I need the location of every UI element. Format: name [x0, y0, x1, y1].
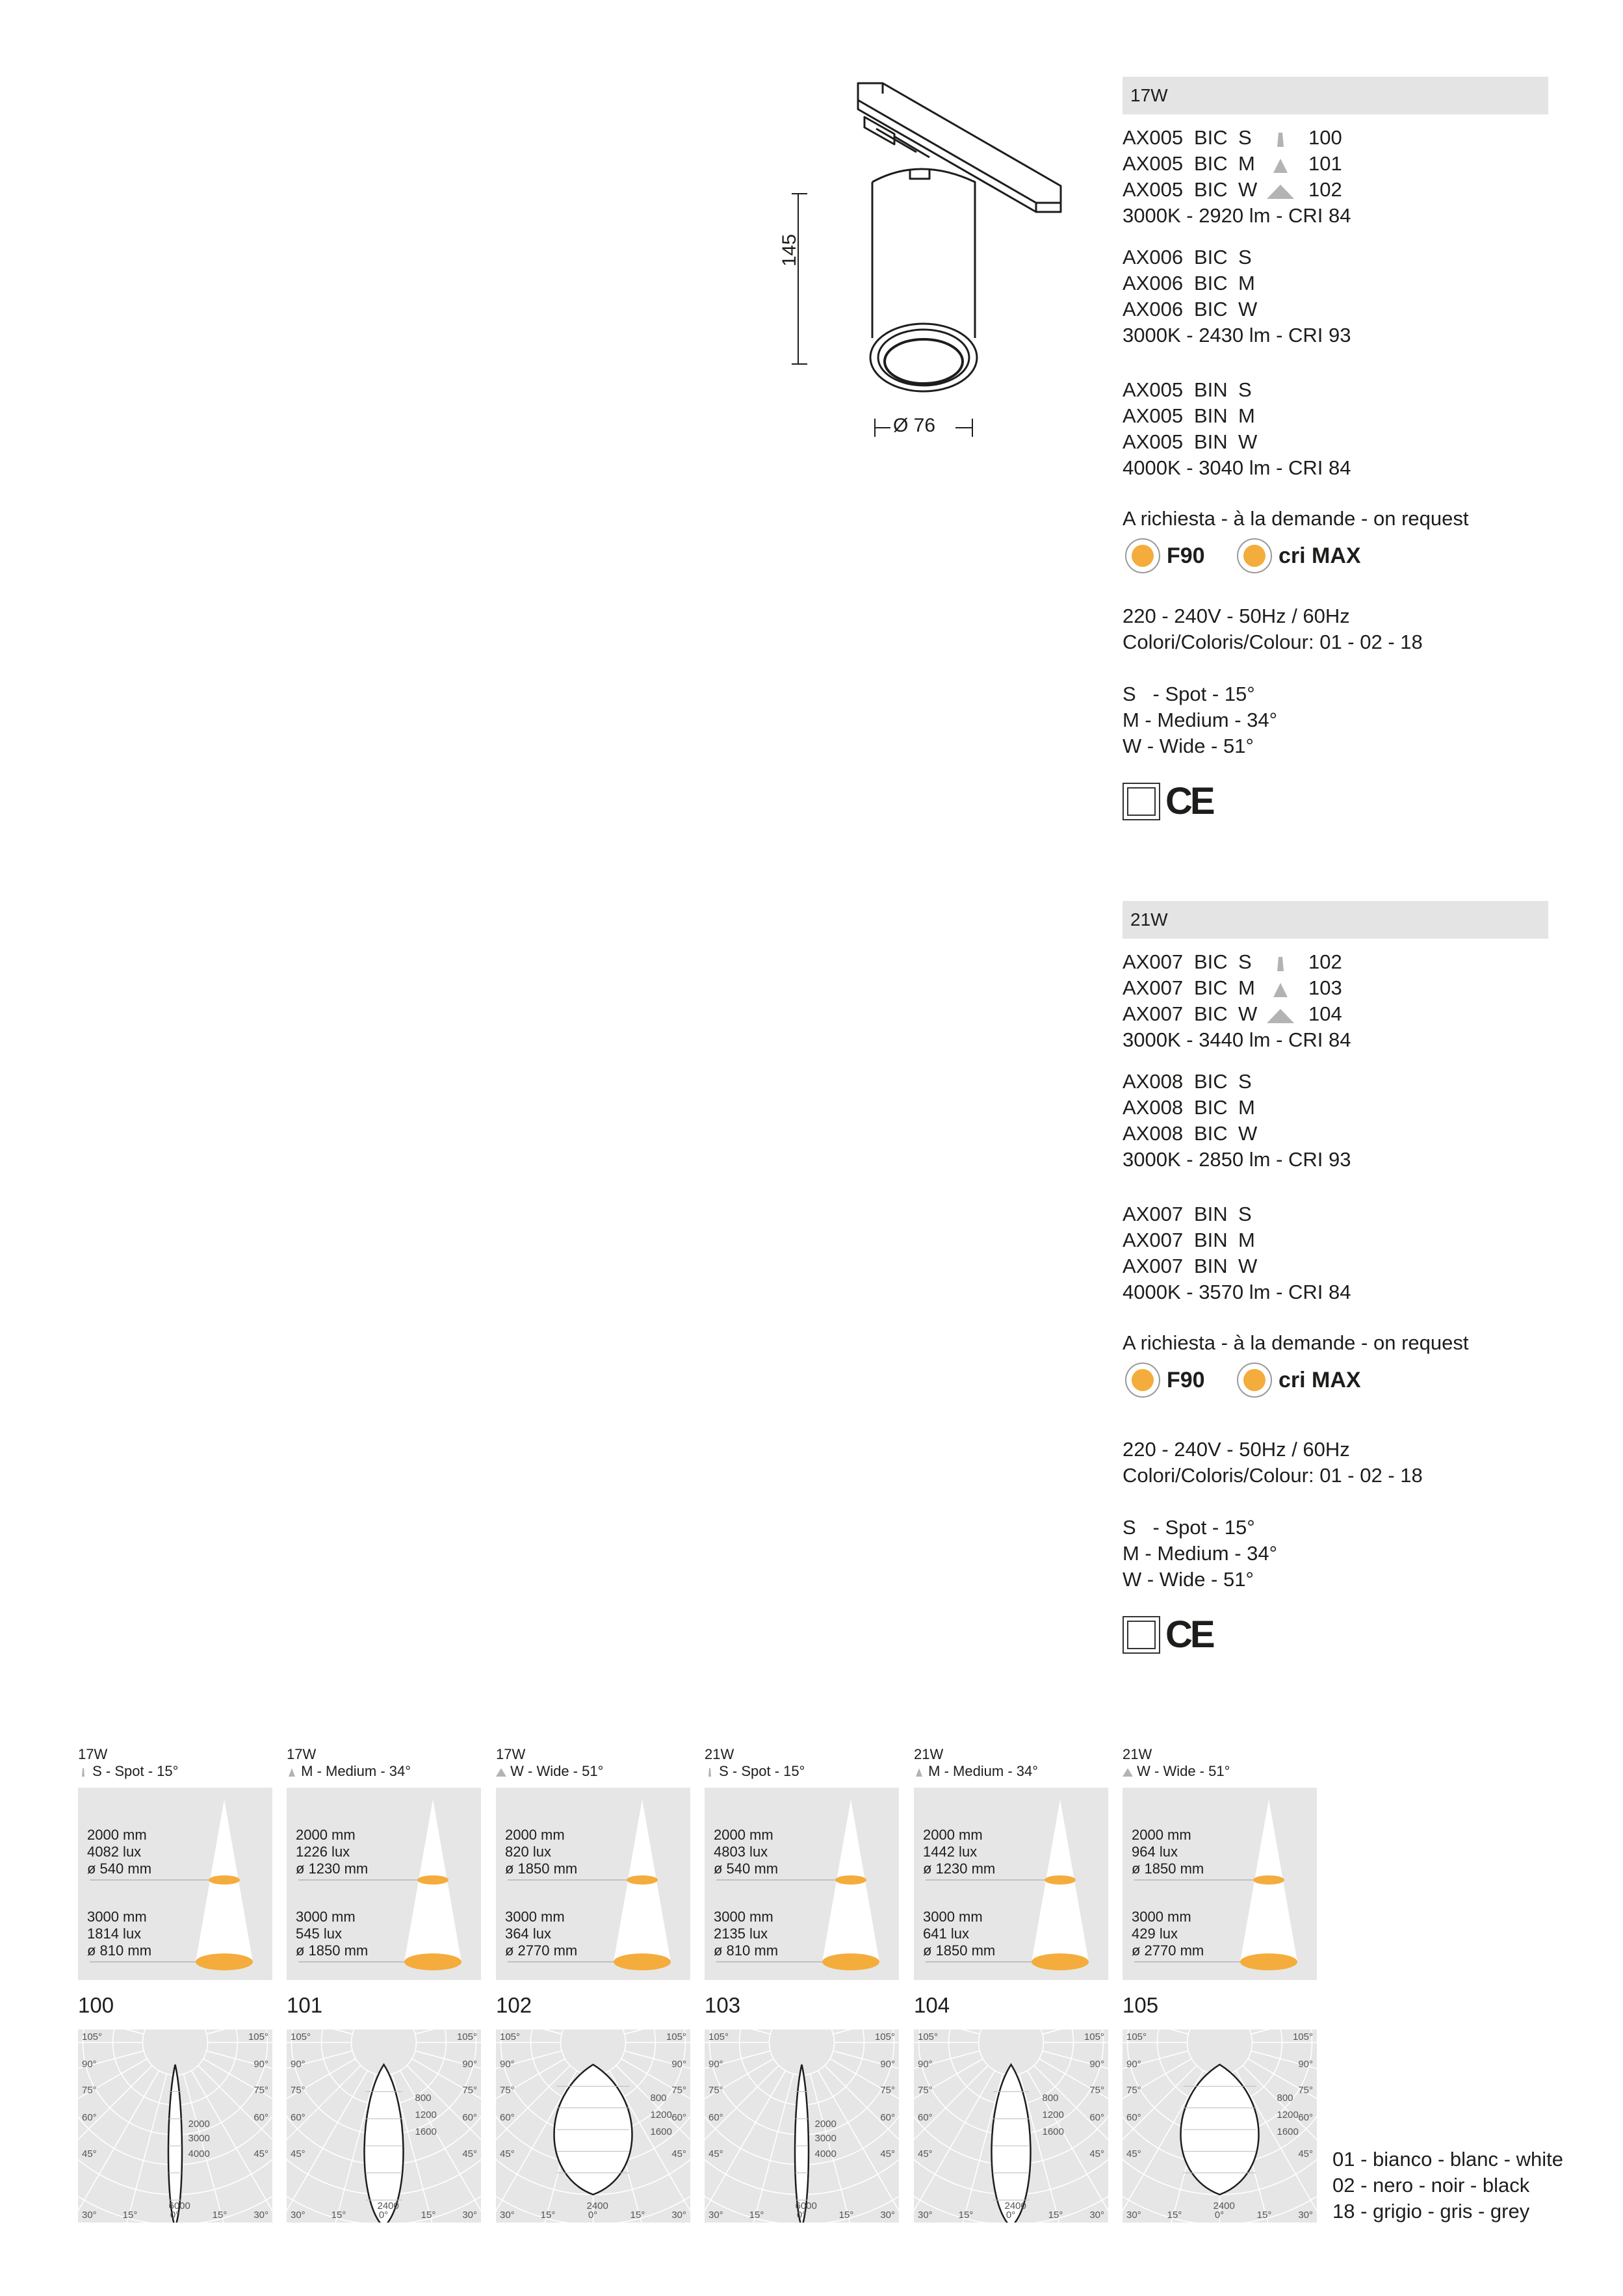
- panel-beam: W - Wide - 51°: [1123, 1763, 1317, 1780]
- code-row: AX005 BIC W 102: [1123, 178, 1342, 201]
- polar-angle-label: 30°: [253, 2210, 268, 2221]
- polar-angle-label: 90°: [1089, 2059, 1104, 2070]
- polar-angle-label: 15°: [1048, 2210, 1063, 2221]
- code-row: AX006 BIC W: [1123, 298, 1258, 320]
- polar-ring-value: 800: [1042, 2093, 1059, 2104]
- polar-angle-label: 90°: [500, 2059, 515, 2070]
- polar-angle-label: 75°: [462, 2085, 477, 2096]
- polar-angle-label: 75°: [880, 2085, 895, 2096]
- polar-ring-value: 1600: [1042, 2126, 1064, 2137]
- voltage-label: 220 - 240V - 50Hz / 60Hz: [1123, 605, 1350, 627]
- polar-diagram: [78, 2029, 272, 2223]
- panel-power: 17W: [496, 1746, 526, 1762]
- polar-angle-label: 45°: [82, 2148, 97, 2159]
- polar-angle-label: 105°: [82, 2031, 103, 2042]
- spec-line: 3000K - 2920 lm - CRI 84: [1123, 204, 1351, 227]
- polar-angle-label: 105°: [500, 2031, 521, 2042]
- polar-angle-label: 60°: [462, 2112, 477, 2123]
- polar-angle-label: 15°: [1256, 2210, 1272, 2221]
- panel-power: 21W: [705, 1746, 734, 1762]
- led-dot-icon: [1237, 1363, 1272, 1398]
- f90-badge: F90: [1125, 1363, 1205, 1398]
- polar-angle-label: 105°: [1292, 2031, 1313, 2042]
- polar-angle-label: 30°: [880, 2210, 895, 2221]
- beam-cone-box: [705, 1788, 899, 1980]
- colour-legend-item: 18 - grigio - gris - grey: [1332, 2200, 1530, 2223]
- photometric-value: 2000 mm: [505, 1827, 565, 1843]
- polar-angle-label: 60°: [671, 2112, 686, 2123]
- beam-triangle-spot-icon: [1264, 953, 1297, 974]
- polar-ring-value: 3000: [814, 2133, 837, 2144]
- led-dot-icon: [1125, 538, 1160, 573]
- photometric-value: 4082 lux: [87, 1844, 142, 1860]
- spec-line: 3000K - 2430 lm - CRI 93: [1123, 324, 1351, 346]
- polar-angle-label: 30°: [1298, 2210, 1313, 2221]
- photometry-ref: 103: [705, 1993, 741, 2017]
- code-row: AX006 BIC S: [1123, 246, 1252, 268]
- polar-ring-value: 3000: [188, 2133, 210, 2144]
- panel-power: 21W: [914, 1746, 944, 1762]
- polar-angle-label: 75°: [918, 2085, 933, 2096]
- polar-angle-label: 30°: [1126, 2210, 1141, 2221]
- polar-angle-label: 45°: [291, 2148, 305, 2159]
- power-header: 17W: [1123, 77, 1548, 114]
- photometry-ref: 101: [287, 1993, 323, 2017]
- polar-diagram: [287, 2029, 481, 2223]
- polar-angle-label: 90°: [671, 2059, 686, 2070]
- polar-angle-label: 15°: [540, 2210, 556, 2221]
- polar-ring-value: 4000: [188, 2148, 210, 2159]
- polar-angle-label: 60°: [918, 2112, 933, 2123]
- polar-angle-label: 90°: [880, 2059, 895, 2070]
- panel-power: 21W: [1123, 1746, 1152, 1762]
- photometric-value: 2000 mm: [1132, 1827, 1191, 1843]
- light-spot: [627, 1875, 658, 1885]
- polar-ring-value: 4000: [814, 2148, 837, 2159]
- polar-angle-label: 90°: [708, 2059, 723, 2070]
- beam-triangle-icon: [1123, 1767, 1133, 1777]
- panel-power: 17W: [287, 1746, 317, 1762]
- light-spot: [1240, 1953, 1297, 1970]
- polar-angle-label: 75°: [253, 2085, 268, 2096]
- light-spot: [404, 1953, 461, 1970]
- polar-angle-label: 60°: [1126, 2112, 1141, 2123]
- code-row: AX005 BIN S: [1123, 378, 1252, 401]
- cri-max-badge: cri MAX: [1237, 1363, 1361, 1398]
- polar-ring-value: 1200: [1042, 2109, 1064, 2120]
- beam-panel-100: [78, 1746, 272, 2221]
- photometric-value: 3000 mm: [87, 1909, 147, 1925]
- beam-panel-102: [496, 1746, 690, 2221]
- photometry-ref: 102: [496, 1993, 532, 2017]
- photometric-value: 429 lux: [1132, 1925, 1178, 1942]
- polar-angle-label: 15°: [749, 2210, 764, 2221]
- polar-angle-label: 0°: [588, 2210, 598, 2221]
- polar-ring-value: 1200: [415, 2109, 437, 2120]
- polar-angle-label: 30°: [291, 2210, 305, 2221]
- panel-beam: M - Medium - 34°: [914, 1763, 1108, 1780]
- code-row: AX005 BIC M 101: [1123, 152, 1342, 175]
- polar-angle-label: 75°: [291, 2085, 305, 2096]
- polar-angle-label: 0°: [796, 2210, 807, 2221]
- photometric-value: 2000 mm: [296, 1827, 356, 1843]
- beam-panel-104: [914, 1746, 1108, 2221]
- code-row: AX005 BIN M: [1123, 404, 1255, 427]
- photometric-value: 2135 lux: [714, 1925, 768, 1942]
- beam-legend: W - Wide - 51°: [1123, 735, 1254, 757]
- beam-cone-box: [78, 1788, 272, 1980]
- beam-legend: M - Medium - 34°: [1123, 709, 1278, 731]
- polar-ring-value: 2400: [586, 2200, 608, 2211]
- polar-ring-value: 2400: [1213, 2200, 1235, 2211]
- polar-angle-label: 45°: [1298, 2148, 1313, 2159]
- double-insulation-icon: [1123, 783, 1160, 820]
- polar-angle-label: 60°: [708, 2112, 723, 2123]
- polar-angle-label: 105°: [874, 2031, 895, 2042]
- code-row: AX007 BIC S 102: [1123, 950, 1342, 973]
- height-dimension-label: 145: [779, 233, 800, 267]
- photometric-value: 3000 mm: [296, 1909, 356, 1925]
- photometric-value: ø 1850 mm: [1132, 1860, 1204, 1877]
- polar-ring-value: 800: [650, 2093, 667, 2104]
- code-row: AX008 BIC W: [1123, 1122, 1258, 1145]
- polar-ring-value: 1600: [1277, 2126, 1299, 2137]
- code-row: AX008 BIC M: [1123, 1096, 1255, 1119]
- polar-angle-label: 45°: [1126, 2148, 1141, 2159]
- polar-angle-label: 15°: [212, 2210, 227, 2221]
- beam-triangle-medium-icon: [1264, 979, 1297, 1000]
- polar-ring-value: 800: [1277, 2093, 1293, 2104]
- photometric-value: 1226 lux: [296, 1844, 350, 1860]
- polar-angle-label: 105°: [1126, 2031, 1147, 2042]
- polar-angle-label: 45°: [253, 2148, 268, 2159]
- photometric-value: ø 2770 mm: [505, 1942, 578, 1959]
- polar-angle-label: 0°: [1006, 2210, 1016, 2221]
- power-header: 21W: [1123, 901, 1548, 939]
- beam-panel-105: [1123, 1746, 1317, 2221]
- beam-cone-box: [496, 1788, 690, 1980]
- polar-angle-label: 75°: [1126, 2085, 1141, 2096]
- light-spot: [1253, 1875, 1284, 1885]
- polar-angle-label: 0°: [170, 2210, 180, 2221]
- polar-angle-label: 60°: [500, 2112, 515, 2123]
- polar-angle-label: 60°: [1298, 2112, 1313, 2123]
- photometric-value: 1442 lux: [923, 1844, 978, 1860]
- light-spot: [1045, 1875, 1076, 1885]
- photometric-value: ø 2770 mm: [1132, 1942, 1204, 1959]
- panel-beam: M - Medium - 34°: [287, 1763, 481, 1780]
- photometric-value: ø 1230 mm: [923, 1860, 996, 1877]
- on-request-label: A richiesta - à la demande - on request: [1123, 507, 1469, 530]
- spec-line: 4000K - 3040 lm - CRI 84: [1123, 456, 1351, 479]
- beam-triangle-icon: [78, 1767, 88, 1777]
- product-drawing: [780, 72, 1079, 449]
- photometry-ref: 105: [1123, 1993, 1159, 2017]
- code-row: AX007 BIN M: [1123, 1229, 1255, 1251]
- polar-ring-value: 1600: [650, 2126, 672, 2137]
- photometric-value: ø 540 mm: [87, 1860, 152, 1877]
- beam-panel-103: [705, 1746, 899, 2221]
- polar-ring-value: 2400: [1004, 2200, 1026, 2211]
- beam-panel-101: [287, 1746, 481, 2221]
- polar-ring-value: 1600: [415, 2126, 437, 2137]
- double-insulation-icon: [1123, 1616, 1160, 1654]
- photometric-value: 641 lux: [923, 1925, 969, 1942]
- code-row: AX006 BIC M: [1123, 272, 1255, 294]
- polar-ring-value: 800: [415, 2093, 432, 2104]
- beam-triangle-icon: [287, 1767, 297, 1777]
- polar-angle-label: 30°: [462, 2210, 477, 2221]
- ce-mark: CE: [1165, 780, 1213, 822]
- photometric-value: ø 1230 mm: [296, 1860, 369, 1877]
- photometric-value: 2000 mm: [923, 1827, 983, 1843]
- photometric-value: ø 1850 mm: [296, 1942, 369, 1959]
- beam-triangle-icon: [914, 1767, 924, 1777]
- polar-ring-value: 2400: [377, 2200, 399, 2211]
- polar-angle-label: 75°: [82, 2085, 97, 2096]
- polar-angle-label: 60°: [291, 2112, 305, 2123]
- on-request-label: A richiesta - à la demande - on request: [1123, 1331, 1469, 1354]
- polar-angle-label: 15°: [1167, 2210, 1182, 2221]
- beam-legend: W - Wide - 51°: [1123, 1568, 1254, 1591]
- photometric-value: ø 810 mm: [87, 1942, 152, 1959]
- light-spot: [1032, 1953, 1089, 1970]
- polar-angle-label: 60°: [253, 2112, 268, 2123]
- polar-angle-label: 15°: [630, 2210, 645, 2221]
- polar-angle-label: 105°: [248, 2031, 268, 2042]
- polar-angle-label: 45°: [500, 2148, 515, 2159]
- photometric-value: ø 540 mm: [714, 1860, 779, 1877]
- colour-legend-item: 02 - nero - noir - black: [1332, 2174, 1530, 2197]
- photometric-value: 1814 lux: [87, 1925, 142, 1942]
- led-dot-icon: [1237, 538, 1272, 573]
- polar-angle-label: 90°: [1126, 2059, 1141, 2070]
- beam-legend: S - Spot - 15°: [1123, 683, 1255, 705]
- photometry-ref: 104: [914, 1993, 950, 2017]
- polar-angle-label: 105°: [708, 2031, 729, 2042]
- polar-angle-label: 0°: [1214, 2210, 1225, 2221]
- panel-power: 17W: [78, 1746, 108, 1762]
- polar-angle-label: 75°: [500, 2085, 515, 2096]
- polar-angle-label: 30°: [708, 2210, 723, 2221]
- polar-diagram: [1123, 2029, 1317, 2223]
- polar-angle-label: 45°: [918, 2148, 933, 2159]
- photometric-value: 2000 mm: [87, 1827, 147, 1843]
- polar-angle-label: 60°: [1089, 2112, 1104, 2123]
- polar-angle-label: 0°: [378, 2210, 389, 2221]
- beam-cone-box: [1123, 1788, 1317, 1980]
- polar-angle-label: 90°: [462, 2059, 477, 2070]
- polar-angle-label: 15°: [838, 2210, 854, 2221]
- polar-angle-label: 60°: [82, 2112, 97, 2123]
- beam-triangle-medium-icon: [1264, 155, 1297, 176]
- colours-label: Colori/Coloris/Colour: 01 - 02 - 18: [1123, 631, 1423, 653]
- polar-angle-label: 105°: [918, 2031, 939, 2042]
- polar-ring-value: 6000: [168, 2200, 190, 2211]
- beam-triangle-wide-icon: [1264, 181, 1297, 202]
- code-row: AX007 BIN S: [1123, 1203, 1252, 1225]
- polar-angle-label: 30°: [500, 2210, 515, 2221]
- photometric-value: 4803 lux: [714, 1844, 768, 1860]
- spec-line: 3000K - 3440 lm - CRI 84: [1123, 1028, 1351, 1051]
- polar-angle-label: 105°: [456, 2031, 477, 2042]
- panel-beam: S - Spot - 15°: [78, 1763, 272, 1780]
- polar-angle-label: 15°: [331, 2210, 346, 2221]
- polar-ring-value: 2000: [188, 2119, 210, 2130]
- polar-diagram: [914, 2029, 1108, 2223]
- light-spot: [835, 1875, 866, 1885]
- polar-angle-label: 90°: [918, 2059, 933, 2070]
- photometric-value: ø 1850 mm: [505, 1860, 578, 1877]
- photometric-value: 3000 mm: [923, 1909, 983, 1925]
- polar-angle-label: 75°: [671, 2085, 686, 2096]
- beam-triangle-wide-icon: [1264, 1005, 1297, 1026]
- photometric-value: 964 lux: [1132, 1844, 1178, 1860]
- spec-line: 4000K - 3570 lm - CRI 84: [1123, 1281, 1351, 1303]
- led-dot-icon: [1125, 1363, 1160, 1398]
- polar-angle-label: 90°: [253, 2059, 268, 2070]
- polar-angle-label: 45°: [671, 2148, 686, 2159]
- certification-marks: [1123, 1613, 1213, 1656]
- light-spot: [417, 1875, 448, 1885]
- photometric-value: 3000 mm: [1132, 1909, 1191, 1925]
- ce-mark: CE: [1165, 1613, 1213, 1656]
- photometric-value: ø 1850 mm: [923, 1942, 996, 1959]
- beam-legend: S - Spot - 15°: [1123, 1516, 1255, 1539]
- beam-cone-box: [287, 1788, 481, 1980]
- spec-block-21w: [1123, 901, 1548, 1701]
- voltage-label: 220 - 240V - 50Hz / 60Hz: [1123, 1438, 1350, 1461]
- light-spot: [822, 1953, 879, 1970]
- beam-triangle-icon: [705, 1767, 715, 1777]
- polar-angle-label: 30°: [82, 2210, 97, 2221]
- polar-diagram: [705, 2029, 899, 2223]
- beam-triangle-spot-icon: [1264, 129, 1297, 150]
- colour-legend-item: 01 - bianco - blanc - white: [1332, 2148, 1563, 2171]
- beam-legend: M - Medium - 34°: [1123, 1542, 1278, 1565]
- f90-badge: F90: [1125, 538, 1205, 573]
- photometric-value: 3000 mm: [505, 1909, 565, 1925]
- polar-angle-label: 90°: [1298, 2059, 1313, 2070]
- polar-angle-label: 75°: [708, 2085, 723, 2096]
- polar-angle-label: 45°: [880, 2148, 895, 2159]
- light-spot: [196, 1953, 253, 1970]
- spec-line: 3000K - 2850 lm - CRI 93: [1123, 1148, 1351, 1171]
- code-row: AX005 BIN W: [1123, 430, 1258, 453]
- photometric-value: 2000 mm: [714, 1827, 773, 1843]
- polar-ring-value: 1200: [1277, 2109, 1299, 2120]
- photometric-value: ø 810 mm: [714, 1942, 779, 1959]
- light-spot: [614, 1953, 671, 1970]
- code-row: AX007 BIC M 103: [1123, 976, 1342, 999]
- polar-diagram: [496, 2029, 690, 2223]
- polar-angle-label: 45°: [462, 2148, 477, 2159]
- code-row: AX005 BIC S 100: [1123, 126, 1342, 149]
- polar-angle-label: 15°: [958, 2210, 974, 2221]
- polar-angle-label: 105°: [1084, 2031, 1104, 2042]
- polar-ring-value: 1200: [650, 2109, 672, 2120]
- code-row: AX007 BIN W: [1123, 1255, 1258, 1277]
- polar-angle-label: 15°: [421, 2210, 436, 2221]
- beam-cone-box: [914, 1788, 1108, 1980]
- spec-block-17w: [1123, 77, 1548, 876]
- polar-angle-label: 90°: [291, 2059, 305, 2070]
- diameter-dimension-label: Ø 76: [893, 415, 936, 436]
- polar-angle-label: 60°: [880, 2112, 895, 2123]
- polar-angle-label: 30°: [671, 2210, 686, 2221]
- polar-angle-label: 90°: [82, 2059, 97, 2070]
- polar-angle-label: 30°: [918, 2210, 933, 2221]
- polar-angle-label: 75°: [1298, 2085, 1313, 2096]
- photometric-value: 545 lux: [296, 1925, 342, 1942]
- polar-angle-label: 45°: [708, 2148, 723, 2159]
- photometric-value: 3000 mm: [714, 1909, 773, 1925]
- panel-beam: S - Spot - 15°: [705, 1763, 899, 1780]
- certification-marks: [1123, 780, 1213, 822]
- light-spot: [209, 1875, 240, 1885]
- photometric-value: 364 lux: [505, 1925, 551, 1942]
- polar-angle-label: 15°: [122, 2210, 138, 2221]
- polar-ring-value: 6000: [795, 2200, 817, 2211]
- code-row: AX008 BIC S: [1123, 1070, 1252, 1093]
- polar-angle-label: 45°: [1089, 2148, 1104, 2159]
- colours-label: Colori/Coloris/Colour: 01 - 02 - 18: [1123, 1464, 1423, 1487]
- polar-angle-label: 30°: [1089, 2210, 1104, 2221]
- polar-angle-label: 105°: [666, 2031, 686, 2042]
- panel-beam: W - Wide - 51°: [496, 1763, 690, 1780]
- polar-ring-value: 2000: [814, 2119, 837, 2130]
- polar-angle-label: 105°: [291, 2031, 311, 2042]
- photometric-value: 820 lux: [505, 1844, 551, 1860]
- polar-angle-label: 75°: [1089, 2085, 1104, 2096]
- beam-triangle-icon: [496, 1767, 506, 1777]
- code-row: AX007 BIC W 104: [1123, 1002, 1342, 1025]
- photometry-ref: 100: [78, 1993, 114, 2017]
- cri-max-badge: cri MAX: [1237, 538, 1361, 573]
